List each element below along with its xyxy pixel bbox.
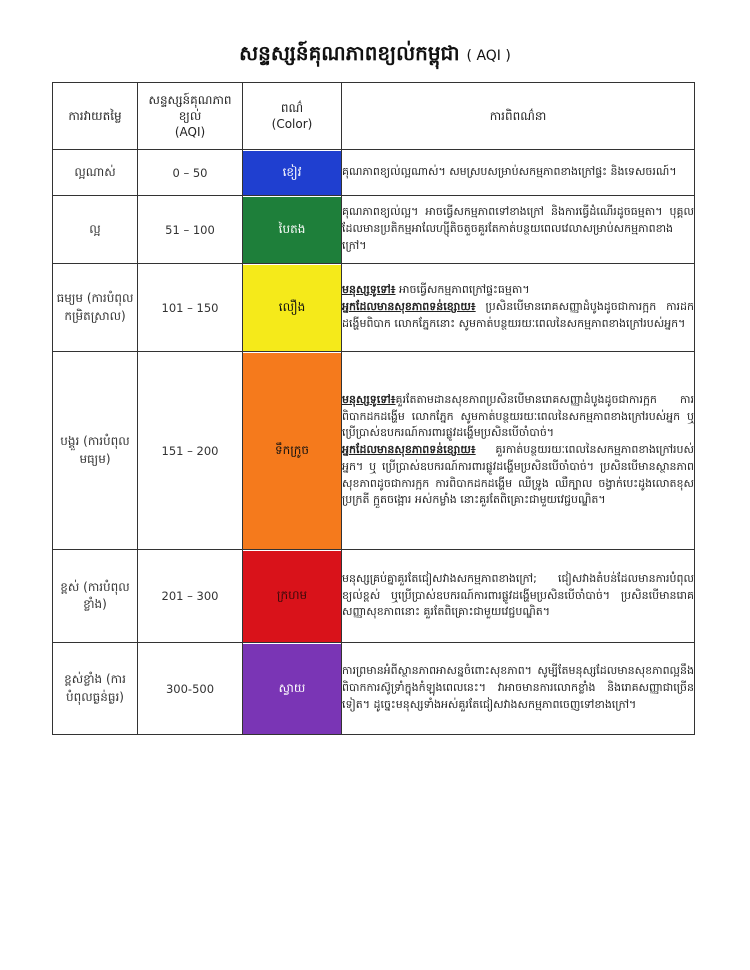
row-description: គុណភាពខ្យល់ល្អណាស់។ សមស្របសម្រាប់សកម្មភាពខាងក្រៅផ្ទះ និងទេសចរណ៍។ — [342, 150, 695, 196]
row-aqi-range: 51 – 100 — [138, 196, 243, 264]
color-label: ខៀវ — [282, 164, 302, 179]
row-level: ខ្ពស់ខ្លាំង (ការបំពុលធ្ងន់ធ្ងរ) — [53, 643, 138, 735]
row-color-cell — [243, 643, 342, 735]
color-label: ស្វាយ — [278, 680, 306, 695]
color-swatch-red — [243, 551, 341, 642]
row-level: ធម្យម (ការបំពុលកម្រិតស្រាល) — [53, 264, 138, 352]
table-row — [53, 643, 695, 735]
table-header-row — [53, 83, 695, 150]
desc-text-sensitive: គួរកាត់បន្ថយរយៈពេលនៃសកម្មភាពខាងក្រៅរបស់អ្នក។ ឬ ប្រើប្រាស់ឧបករណ៍ការពារផ្លូវដង្ហើមប្រសិនបើចាំបាច់។ ប្រសិនបើមានស្ថានភាពសុខភាពដូចជាការក្អក ការពិបាកដកដង្ហើម ឈឺទ្រូង ឈឺក្បាល ចង្វាក់បេះដូងលោតខុសប្រក្រតី ក្អួតចង្អោរ អស់កម្លាំង នោះគួរតែពិគ្រោះជាមួយវេជ្ជបណ្ឌិត។ — [342, 443, 694, 507]
row-color-cell — [243, 264, 342, 352]
row-aqi-range: 151 – 200 — [138, 352, 243, 550]
desc-text-sensitive: ប្រសិនបើមានរោគសញ្ញាដំបូងដូចជាការក្អក ការដកដង្ហើមពិបាក លោកភ្នែកនោះ សូមកាត់បន្ថយរយៈពេលនៃសកម្មភាពខាងក្រៅរបស់អ្នក។ — [342, 300, 694, 330]
row-level: ល្អ — [53, 196, 138, 264]
header-level: ការវាយតម្លៃ — [53, 83, 138, 150]
desc-bold-sensitive: អ្នកដែលមានសុខភាពទន់ខ្សោយ៖ — [342, 300, 476, 314]
row-color-cell — [243, 150, 342, 196]
row-color-cell — [243, 196, 342, 264]
header-aqi-line1: សន្ទស្សន៍គុណភាព — [148, 92, 232, 107]
title-text: សន្ទស្សន៍គុណភាពខ្យល់កម្ពុជា — [239, 41, 460, 65]
header-color — [243, 83, 342, 150]
row-description — [342, 352, 695, 550]
page-title — [0, 40, 750, 70]
color-swatch-yellow — [243, 265, 341, 351]
table-row — [53, 550, 695, 643]
row-level: ខ្ពស់ (ការបំពុលខ្លាំង) — [53, 550, 138, 643]
table-row — [53, 196, 695, 264]
row-description: គុណភាពខ្យល់ល្អ។ អាចធ្វើសកម្មភាពទៅខាងក្រៅ និងការធ្វើដំណើរដូចធម្មតា។ បុគ្គលដែលមានប្រតិកម្មអាលែហ្ស៊ីតិចតួចគួរតែកាត់បន្ថយពេលវេលាសម្រាប់សកម្មភាពខាងក្រៅ។ — [342, 196, 695, 264]
row-aqi-range: 101 – 150 — [138, 264, 243, 352]
row-aqi-range: 0 – 50 — [138, 150, 243, 196]
desc-text-general: អាចធ្វើសកម្មភាពក្រៅផ្ទះធម្មតា។ — [395, 283, 530, 297]
row-description — [342, 264, 695, 352]
color-swatch-blue — [243, 151, 341, 195]
color-label: ទឹកក្រូច — [274, 442, 310, 457]
aqi-table — [52, 82, 695, 735]
desc-text-general: គួរតែតាមដានសុខភាពប្រសិនបើមានរោគសញ្ញាដំបូងដូចជាការក្អក ការពិបាកដកដង្ហើម លោកភ្នែក សូមកាត់បន្ថយរយៈពេលនៃសកម្មភាពខាងក្រៅរបស់អ្នក ឬប្រើប្រាស់ឧបករណ៍ការពារផ្លូវដង្ហើមប្រសិនបើចាំបាច់។ — [342, 392, 694, 440]
header-color-line1: ពណ៌ — [280, 100, 304, 115]
row-aqi-range: 201 – 300 — [138, 550, 243, 643]
row-description: មនុស្សគ្រប់គ្នាគួរតែជៀសវាងសកម្មភាពខាងក្រៅ; ជៀសវាងតំបន់ដែលមានការបំពុលខ្យល់ខ្ពស់ ឬប្រើប្រាស់ឧបករណ៍ការពារផ្លូវដង្ហើមប្រសិនបើចាំបាច់។ ប្រសិនបើមានរោគសញ្ញាសុខភាពនោះ គួរតែពិគ្រោះជាមួយវេជ្ជបណ្ឌិត។ — [342, 550, 695, 643]
desc-bold-sensitive: អ្នកដែលមានសុខភាពទន់ខ្សោយ៖ — [342, 443, 476, 457]
desc-bold-general: មនុស្សទូទៅ៖ — [342, 283, 396, 297]
table-row — [53, 150, 695, 196]
color-label: លឿង — [278, 299, 306, 314]
row-color-cell — [243, 550, 342, 643]
color-swatch-orange — [243, 353, 341, 549]
header-aqi-line3: (AQI) — [174, 125, 206, 140]
table-row — [53, 264, 695, 352]
desc-bold-general: មនុស្សទូទៅ៖ — [342, 392, 396, 406]
table-row — [53, 352, 695, 550]
row-color-cell — [243, 352, 342, 550]
color-label: បៃតង — [278, 221, 306, 236]
color-swatch-green — [243, 197, 341, 263]
row-level: បង្គួរ (ការបំពុលមធ្យម) — [53, 352, 138, 550]
header-aqi — [138, 83, 243, 150]
row-level: ល្អណាស់ — [53, 150, 138, 196]
color-swatch-purple — [243, 644, 341, 734]
header-color-line2: (Color) — [271, 117, 313, 131]
color-label: ក្រហម — [276, 588, 308, 602]
title-suffix: ( AQI ) — [466, 48, 511, 64]
header-aqi-line2: ខ្យល់ — [178, 108, 202, 123]
row-description: ការព្រមានអំពីស្ថានភាពអាសន្នចំពោះសុខភាព។ សូម្បីតែមនុស្សដែលមានសុខភាពល្អនឹងពិបាកការស៊ូទ្រាំក្នុងកំឡុងពេលនេះ។ វាអាចមានការលោកខ្លាំង និងរោគសញ្ញាជាច្រើនទៀត។ ដូច្នេះមនុស្សទាំងអស់គួរតែជៀសវាងសកម្មភាពចេញទៅខាងក្រៅ។ — [342, 643, 695, 735]
row-aqi-range: 300-500 — [138, 643, 243, 735]
header-description: ការពិពណ៌នា — [342, 83, 695, 150]
